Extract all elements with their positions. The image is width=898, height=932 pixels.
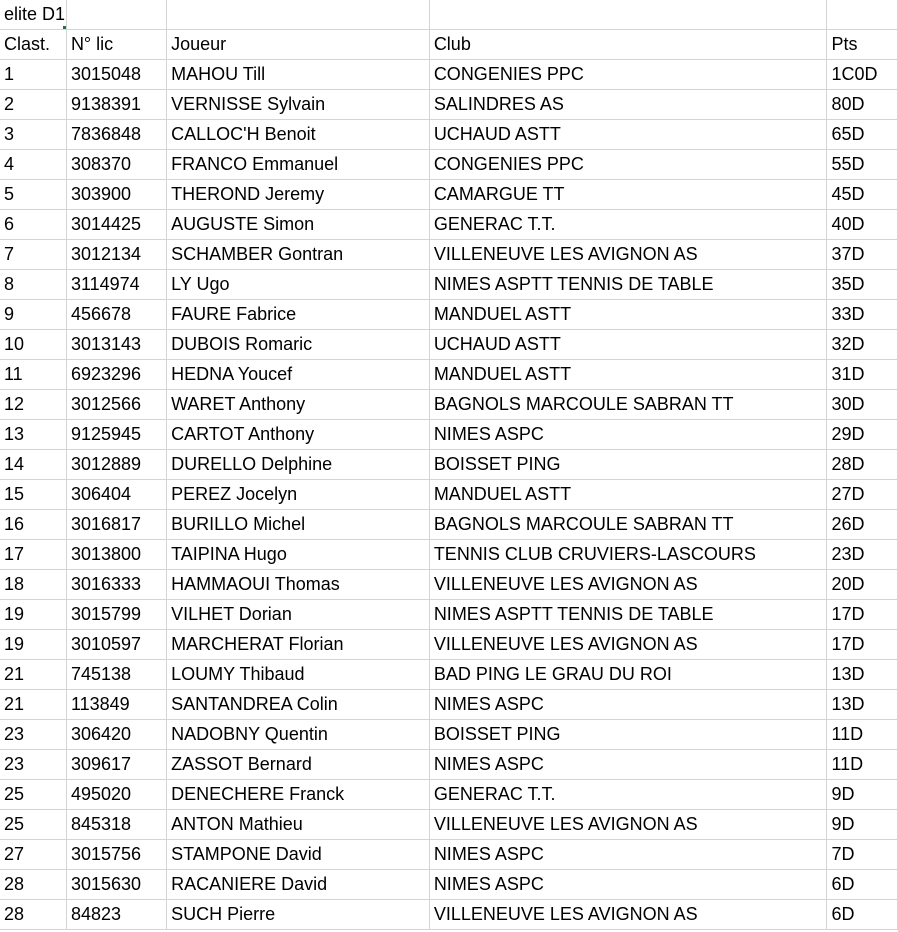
table-row bbox=[0, 810, 898, 840]
cell-club[interactable]: NIMES ASPC bbox=[429, 750, 827, 780]
cell-license[interactable]: 3015048 bbox=[66, 60, 166, 90]
cell-license[interactable]: 456678 bbox=[66, 300, 166, 330]
cell-player[interactable]: DENECHERE Franck bbox=[167, 780, 430, 810]
table-row bbox=[0, 630, 898, 660]
header-points[interactable]: Pts bbox=[827, 30, 898, 60]
cell-license[interactable]: 306404 bbox=[66, 480, 166, 510]
cell-license[interactable]: 745138 bbox=[66, 660, 166, 690]
cell-rank[interactable]: 6 bbox=[0, 210, 66, 240]
cell-club[interactable]: NIMES ASPC bbox=[429, 840, 827, 870]
cell-player[interactable]: NADOBNY Quentin bbox=[167, 720, 430, 750]
cell-points[interactable]: 37D bbox=[827, 240, 898, 270]
cell-club[interactable]: CONGENIES PPC bbox=[429, 60, 827, 90]
table-row bbox=[0, 480, 898, 510]
cell-club[interactable]: UCHAUD ASTT bbox=[429, 330, 827, 360]
cell-points[interactable]: 65D bbox=[827, 120, 898, 150]
cell-club[interactable]: VILLENEUVE LES AVIGNON AS bbox=[429, 240, 827, 270]
cell-player[interactable]: STAMPONE David bbox=[167, 840, 430, 870]
table-row bbox=[0, 60, 898, 90]
cell-rank[interactable]: 9 bbox=[0, 300, 66, 330]
cell-license[interactable]: 3012889 bbox=[66, 450, 166, 480]
cell-player[interactable]: AUGUSTE Simon bbox=[167, 210, 430, 240]
cell-club[interactable]: VILLENEUVE LES AVIGNON AS bbox=[429, 810, 827, 840]
cell-license[interactable]: 3114974 bbox=[66, 270, 166, 300]
cell-rank[interactable]: 28 bbox=[0, 900, 66, 930]
cell-points[interactable]: 29D bbox=[827, 420, 898, 450]
title-cell[interactable] bbox=[0, 0, 66, 30]
cell-points[interactable]: 45D bbox=[827, 180, 898, 210]
cell-rank[interactable]: 18 bbox=[0, 570, 66, 600]
cell-player[interactable]: ZASSOT Bernard bbox=[167, 750, 430, 780]
cell-player[interactable]: FRANCO Emmanuel bbox=[167, 150, 430, 180]
table-row bbox=[0, 300, 898, 330]
cell-club[interactable]: BAGNOLS MARCOULE SABRAN TT bbox=[429, 510, 827, 540]
cell-license[interactable]: 3014425 bbox=[66, 210, 166, 240]
table-row bbox=[0, 780, 898, 810]
table-row bbox=[0, 600, 898, 630]
cell-rank[interactable]: 23 bbox=[0, 720, 66, 750]
cell-player[interactable]: DURELLO Delphine bbox=[167, 450, 430, 480]
cell-player[interactable]: FAURE Fabrice bbox=[167, 300, 430, 330]
cell-player[interactable]: LY Ugo bbox=[167, 270, 430, 300]
cell-club[interactable]: BOISSET PING bbox=[429, 720, 827, 750]
cell-license[interactable]: 3013800 bbox=[66, 540, 166, 570]
header-rank[interactable]: Clast. bbox=[0, 30, 66, 60]
cell-points[interactable]: 13D bbox=[827, 660, 898, 690]
cell-club[interactable]: BAGNOLS MARCOULE SABRAN TT bbox=[429, 390, 827, 420]
cell-rank[interactable]: 25 bbox=[0, 780, 66, 810]
cell-club[interactable]: MANDUEL ASTT bbox=[429, 360, 827, 390]
cell-license[interactable]: 845318 bbox=[66, 810, 166, 840]
cell-points[interactable]: 17D bbox=[827, 600, 898, 630]
table-row bbox=[0, 540, 898, 570]
cell-rank[interactable]: 12 bbox=[0, 390, 66, 420]
cell-club[interactable]: CAMARGUE TT bbox=[429, 180, 827, 210]
cell-club[interactable]: CONGENIES PPC bbox=[429, 150, 827, 180]
header-player[interactable]: Joueur bbox=[167, 30, 430, 60]
table-row bbox=[0, 150, 898, 180]
cell-club[interactable]: VILLENEUVE LES AVIGNON AS bbox=[429, 570, 827, 600]
cell-rank[interactable]: 27 bbox=[0, 840, 66, 870]
cell-club[interactable]: NIMES ASPC bbox=[429, 870, 827, 900]
selection-border bbox=[0, 29, 66, 30]
cell[interactable] bbox=[827, 0, 898, 30]
cell-rank[interactable]: 1 bbox=[0, 60, 66, 90]
cell-player[interactable]: RACANIERE David bbox=[167, 870, 430, 900]
cell-club[interactable]: UCHAUD ASTT bbox=[429, 120, 827, 150]
cell-player[interactable]: SCHAMBER Gontran bbox=[167, 240, 430, 270]
cell-rank[interactable]: 28 bbox=[0, 870, 66, 900]
cell-club[interactable]: MANDUEL ASTT bbox=[429, 480, 827, 510]
table-row bbox=[0, 690, 898, 720]
cell-points[interactable]: 31D bbox=[827, 360, 898, 390]
cell[interactable] bbox=[429, 0, 827, 30]
header-license[interactable]: N° lic bbox=[66, 30, 166, 60]
cell-player[interactable]: DUBOIS Romaric bbox=[167, 330, 430, 360]
cell-points[interactable]: 11D bbox=[827, 750, 898, 780]
cell-player[interactable]: LOUMY Thibaud bbox=[167, 660, 430, 690]
cell-rank[interactable]: 11 bbox=[0, 360, 66, 390]
cell-rank[interactable]: 25 bbox=[0, 810, 66, 840]
cell-license[interactable]: 9138391 bbox=[66, 90, 166, 120]
cell-points[interactable]: 13D bbox=[827, 690, 898, 720]
cell-player[interactable]: TAIPINA Hugo bbox=[167, 540, 430, 570]
header-club[interactable]: Club bbox=[429, 30, 827, 60]
cell-player[interactable]: MARCHERAT Florian bbox=[167, 630, 430, 660]
cell-license[interactable]: 308370 bbox=[66, 150, 166, 180]
cell-rank[interactable]: 2 bbox=[0, 90, 66, 120]
table-row bbox=[0, 510, 898, 540]
cell-license[interactable]: 3015799 bbox=[66, 600, 166, 630]
table-row bbox=[0, 180, 898, 210]
table-row bbox=[0, 840, 898, 870]
table-row bbox=[0, 900, 898, 930]
cell-rank[interactable]: 17 bbox=[0, 540, 66, 570]
cell-player[interactable]: PEREZ Jocelyn bbox=[167, 480, 430, 510]
cell-points[interactable]: 17D bbox=[827, 630, 898, 660]
cell-rank[interactable]: 10 bbox=[0, 330, 66, 360]
cell-player[interactable]: ANTON Mathieu bbox=[167, 810, 430, 840]
table-row bbox=[0, 720, 898, 750]
cell-points[interactable]: 23D bbox=[827, 540, 898, 570]
table-row bbox=[0, 450, 898, 480]
cell-rank[interactable]: 13 bbox=[0, 420, 66, 450]
cell-rank[interactable]: 15 bbox=[0, 480, 66, 510]
cell-license[interactable]: 3012134 bbox=[66, 240, 166, 270]
cell-points[interactable]: 35D bbox=[827, 270, 898, 300]
cell-license[interactable]: 306420 bbox=[66, 720, 166, 750]
cell-license[interactable]: 9125945 bbox=[66, 420, 166, 450]
cell[interactable] bbox=[66, 0, 166, 30]
cell-rank[interactable]: 16 bbox=[0, 510, 66, 540]
cell-points[interactable]: 40D bbox=[827, 210, 898, 240]
cell-rank[interactable]: 5 bbox=[0, 180, 66, 210]
cell-rank[interactable]: 23 bbox=[0, 750, 66, 780]
cell-club[interactable]: TENNIS CLUB CRUVIERS-LASCOURS bbox=[429, 540, 827, 570]
cell-license[interactable]: 495020 bbox=[66, 780, 166, 810]
cell-player[interactable]: THEROND Jeremy bbox=[167, 180, 430, 210]
cell-points[interactable]: 80D bbox=[827, 90, 898, 120]
cell-points[interactable]: 6D bbox=[827, 870, 898, 900]
cell-rank[interactable]: 21 bbox=[0, 660, 66, 690]
cell-points[interactable]: 55D bbox=[827, 150, 898, 180]
cell-points[interactable]: 33D bbox=[827, 300, 898, 330]
cell-player[interactable]: WARET Anthony bbox=[167, 390, 430, 420]
cell-license[interactable]: 7836848 bbox=[66, 120, 166, 150]
cell-club[interactable]: BOISSET PING bbox=[429, 450, 827, 480]
title-text: elite D1 bbox=[4, 4, 66, 24]
cell-points[interactable]: 9D bbox=[827, 780, 898, 810]
table-row bbox=[0, 210, 898, 240]
table-row bbox=[0, 360, 898, 390]
header-row bbox=[0, 30, 898, 60]
cell-license[interactable]: 3016817 bbox=[66, 510, 166, 540]
fill-handle[interactable] bbox=[62, 25, 67, 30]
cell-player[interactable]: BURILLO Michel bbox=[167, 510, 430, 540]
cell-points[interactable]: 9D bbox=[827, 810, 898, 840]
cell-points[interactable]: 6D bbox=[827, 900, 898, 930]
cell-points[interactable]: 30D bbox=[827, 390, 898, 420]
cell-club[interactable]: NIMES ASPC bbox=[429, 690, 827, 720]
cell-license[interactable]: 309617 bbox=[66, 750, 166, 780]
cell-license[interactable]: 3015756 bbox=[66, 840, 166, 870]
cell-club[interactable]: VILLENEUVE LES AVIGNON AS bbox=[429, 630, 827, 660]
cell-license[interactable]: 84823 bbox=[66, 900, 166, 930]
cell-rank[interactable]: 19 bbox=[0, 630, 66, 660]
cell-club[interactable]: NIMES ASPTT TENNIS DE TABLE bbox=[429, 270, 827, 300]
cell-club[interactable]: GENERAC T.T. bbox=[429, 210, 827, 240]
cell-rank[interactable]: 19 bbox=[0, 600, 66, 630]
table-row bbox=[0, 240, 898, 270]
table-row bbox=[0, 90, 898, 120]
table-row bbox=[0, 270, 898, 300]
cell-license[interactable]: 3010597 bbox=[66, 630, 166, 660]
table-row bbox=[0, 120, 898, 150]
cell-points[interactable]: 11D bbox=[827, 720, 898, 750]
table-row bbox=[0, 420, 898, 450]
cell-license[interactable]: 3012566 bbox=[66, 390, 166, 420]
cell-player[interactable]: VILHET Dorian bbox=[167, 600, 430, 630]
cell-points[interactable]: 26D bbox=[827, 510, 898, 540]
cell-license[interactable]: 3015630 bbox=[66, 870, 166, 900]
cell-points[interactable]: 1C0D bbox=[827, 60, 898, 90]
cell-points[interactable]: 20D bbox=[827, 570, 898, 600]
cell-license[interactable]: 3013143 bbox=[66, 330, 166, 360]
title-row bbox=[0, 0, 898, 30]
cell-club[interactable]: VILLENEUVE LES AVIGNON AS bbox=[429, 900, 827, 930]
cell-club[interactable]: BAD PING LE GRAU DU ROI bbox=[429, 660, 827, 690]
table-row bbox=[0, 330, 898, 360]
cell-license[interactable]: 303900 bbox=[66, 180, 166, 210]
table-row bbox=[0, 390, 898, 420]
table-row bbox=[0, 660, 898, 690]
cell-player[interactable]: CARTOT Anthony bbox=[167, 420, 430, 450]
cell-rank[interactable]: 7 bbox=[0, 240, 66, 270]
cell-license[interactable]: 113849 bbox=[66, 690, 166, 720]
cell-license[interactable]: 6923296 bbox=[66, 360, 166, 390]
cell-club[interactable]: NIMES ASPC bbox=[429, 420, 827, 450]
cell-points[interactable]: 27D bbox=[827, 480, 898, 510]
cell-club[interactable]: NIMES ASPTT TENNIS DE TABLE bbox=[429, 600, 827, 630]
cell-player[interactable]: SANTANDREA Colin bbox=[167, 690, 430, 720]
cell-rank[interactable]: 21 bbox=[0, 690, 66, 720]
cell-club[interactable]: GENERAC T.T. bbox=[429, 780, 827, 810]
cell-points[interactable]: 7D bbox=[827, 840, 898, 870]
table-row bbox=[0, 750, 898, 780]
cell-player[interactable]: HEDNA Youcef bbox=[167, 360, 430, 390]
cell-rank[interactable]: 14 bbox=[0, 450, 66, 480]
cell-club[interactable]: SALINDRES AS bbox=[429, 90, 827, 120]
cell-rank[interactable]: 3 bbox=[0, 120, 66, 150]
cell-rank[interactable]: 4 bbox=[0, 150, 66, 180]
cell-player[interactable]: CALLOC'H Benoit bbox=[167, 120, 430, 150]
cell-player[interactable]: VERNISSE Sylvain bbox=[167, 90, 430, 120]
cell-player[interactable]: SUCH Pierre bbox=[167, 900, 430, 930]
cell-rank[interactable]: 8 bbox=[0, 270, 66, 300]
table-row bbox=[0, 570, 898, 600]
cell-player[interactable]: MAHOU Till bbox=[167, 60, 430, 90]
cell[interactable] bbox=[167, 0, 430, 30]
cell-club[interactable]: MANDUEL ASTT bbox=[429, 300, 827, 330]
cell-points[interactable]: 32D bbox=[827, 330, 898, 360]
cell-points[interactable]: 28D bbox=[827, 450, 898, 480]
cell-player[interactable]: HAMMAOUI Thomas bbox=[167, 570, 430, 600]
table-row bbox=[0, 870, 898, 900]
cell-license[interactable]: 3016333 bbox=[66, 570, 166, 600]
